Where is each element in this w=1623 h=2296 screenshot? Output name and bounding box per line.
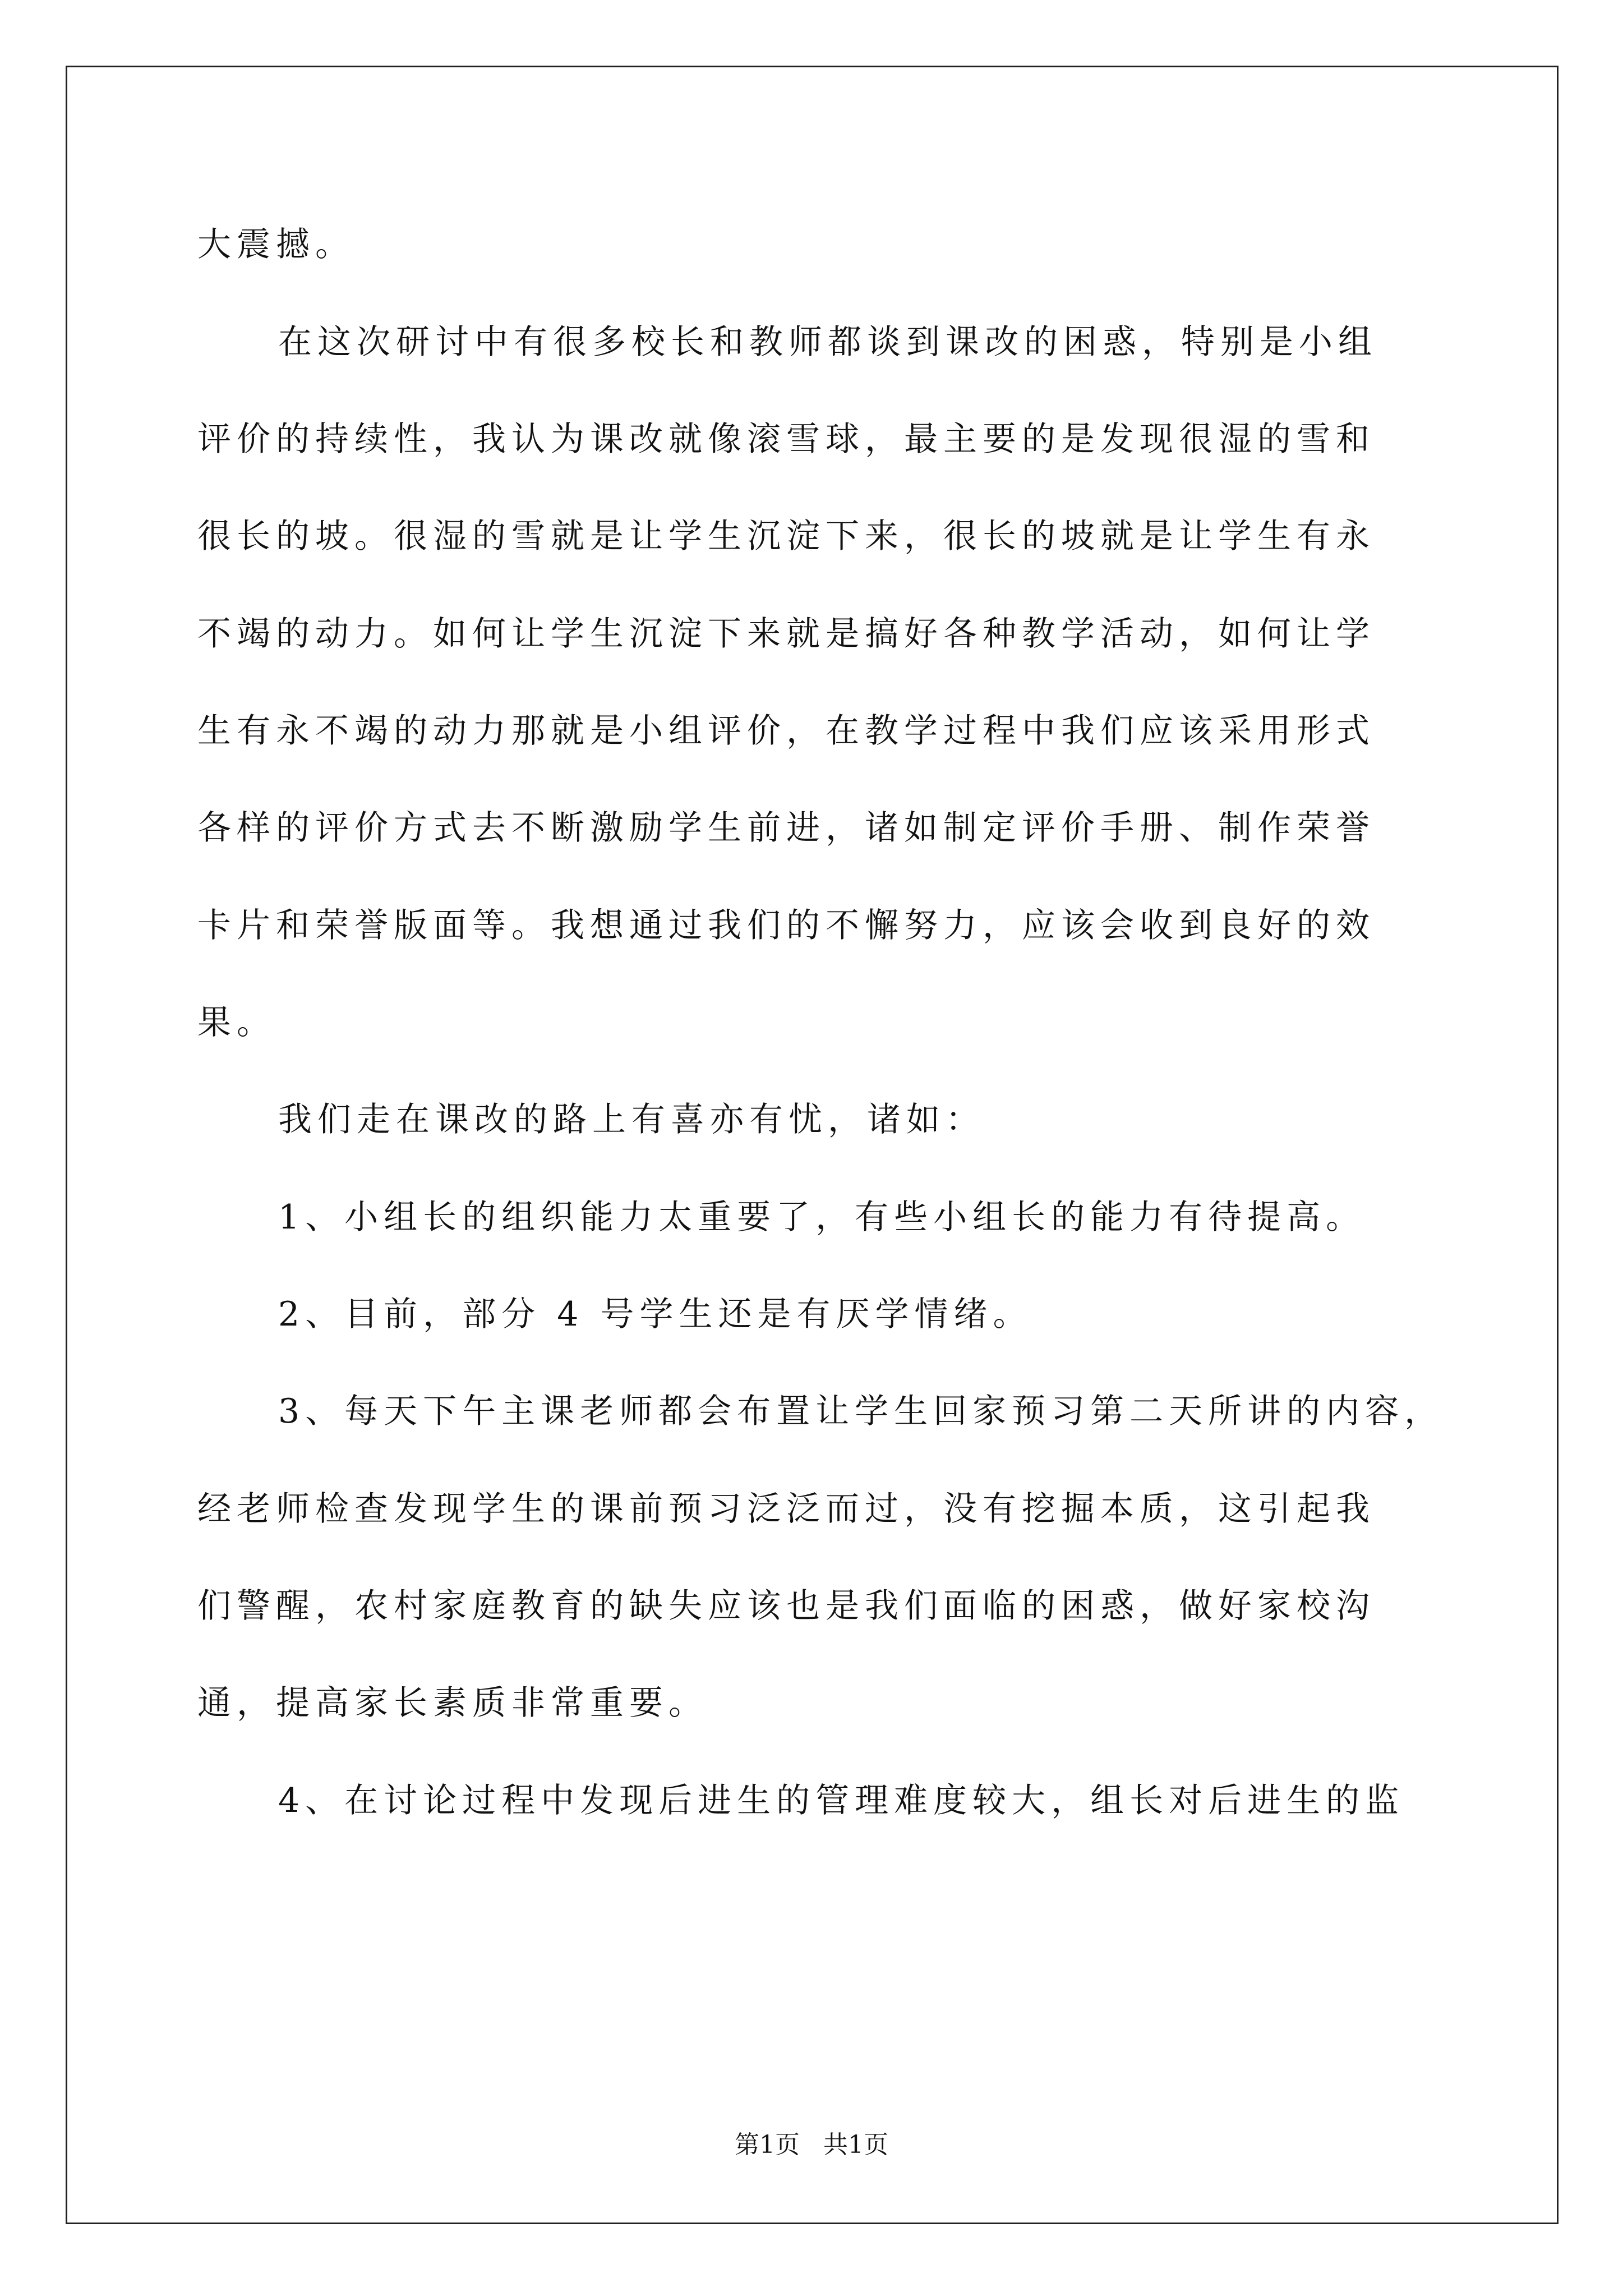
body-line-5: 不竭的动力。如何让学生沉淀下来就是搞好各种教学活动，如何让学 <box>197 614 1375 654</box>
body-line-15: 们警醒，农村家庭教育的缺失应该也是我们面临的困惑，做好家校沟 <box>197 1586 1375 1626</box>
body-line-17: 4、在讨论过程中发现后进生的管理难度较大，组长对后进生的监 <box>278 1781 1405 1820</box>
body-line-14: 经老师检查发现学生的课前预习泛泛而过，没有挖掘本质，这引起我 <box>197 1489 1375 1529</box>
body-line-11: 1、小组长的组织能力太重要了，有些小组长的能力有待提高。 <box>278 1198 1366 1237</box>
body-line-13: 3、每天下午主课老师都会布置让学生回家预习第二天所讲的内容， <box>278 1392 1444 1431</box>
body-line-8: 卡片和荣誉版面等。我想通过我们的不懈努力，应该会收到良好的效 <box>197 906 1375 945</box>
body-line-12: 2、目前，部分 4 号学生还是有厌学情绪。 <box>278 1295 1032 1334</box>
body-line-6: 生有永不竭的动力那就是小组评价，在教学过程中我们应该采用形式 <box>197 711 1375 751</box>
body-line-3: 评价的持续性，我认为课改就像滚雪球，最主要的是发现很湿的雪和 <box>197 420 1375 459</box>
body-line-4: 很长的坡。很湿的雪就是让学生沉淀下来，很长的坡就是让学生有永 <box>197 517 1375 556</box>
body-line-7: 各样的评价方式去不断激励学生前进，诸如制定评价手册、制作荣誉 <box>197 808 1375 848</box>
page-number-footer: 第1页 共1页 <box>735 2131 888 2159</box>
body-line-2: 在这次研讨中有很多校长和教师都谈到课改的困惑，特别是小组 <box>278 323 1377 362</box>
page-border <box>66 66 1559 2224</box>
body-line-10: 我们走在课改的路上有喜亦有忧，诸如： <box>278 1100 985 1139</box>
body-line-16: 通，提高家长素质非常重要。 <box>197 1683 708 1723</box>
body-line-1: 大震撼。 <box>197 225 354 264</box>
body-line-9: 果。 <box>197 1003 276 1042</box>
